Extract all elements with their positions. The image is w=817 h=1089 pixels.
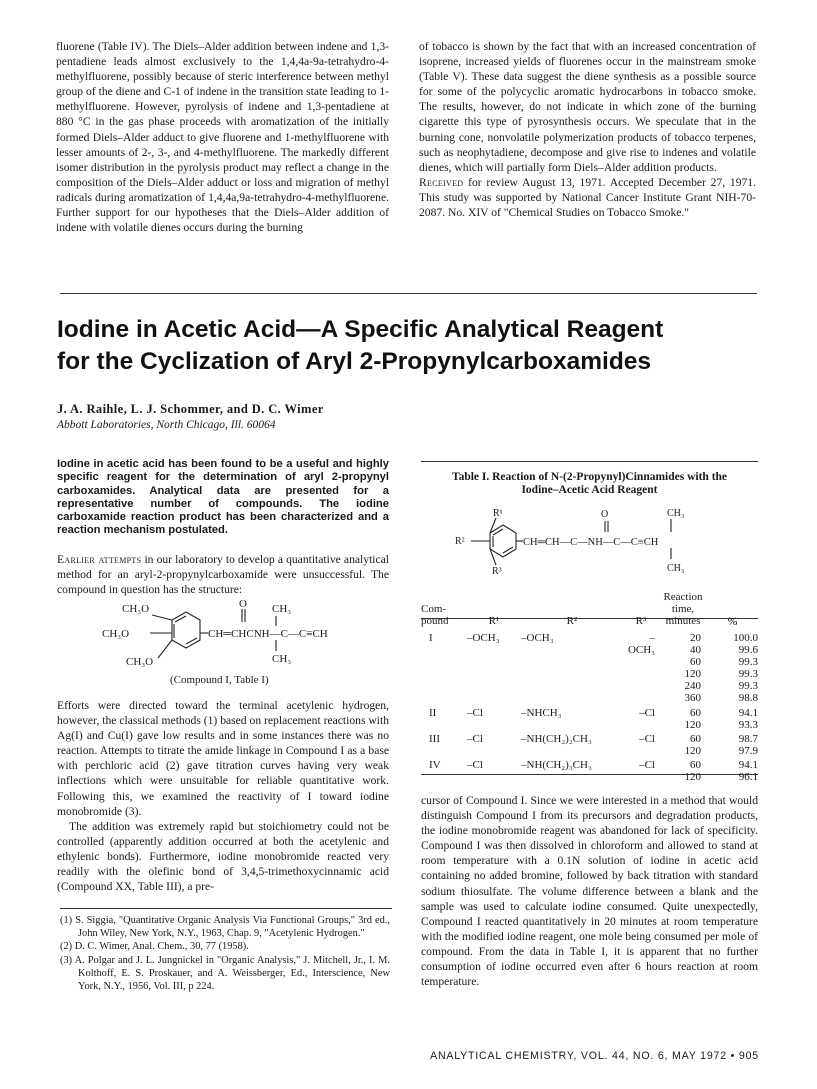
table-ch3-top: CH₃ — [667, 508, 685, 519]
och3-bot-label: CH₃O — [126, 656, 154, 668]
header-r1: R¹ — [488, 614, 500, 627]
top-left-paragraph: fluorene (Table IV). The Diels–Alder addition between indene and 1,3-pentadiene leads almost exclusively to the 1,4,4a-9a-tetrahydro-4-methylfluorene, possibly because of steric interference between methyl group of the diene and C-1 of indene in the transition state leading to 1-methylfluorene. However, pyrolysis of indene and 1,3-pentadiene at 880 °C in the gas phase proceeds with aromatization of the initially formed Diels–Alder adduct to give fluorene and 1-methylfluorene with lesser amounts of 2-, 3-, and 4-methylfluorene. The markedly different isomer distribution in the pyrolysis product may reflect a change in the composition of the Diels–Alder adduct or loss and migration of methyl radicals during aromatization of 1,4,4a,9a-tetrahydro-4-methylfluorene. Further support for our hypotheses that the Diels–Alder addition of indene with volatile dienes occurs during the burning — [56, 40, 389, 235]
right-paragraph-1: cursor of Compound I. Since we were interested in a method that would distinguish Compound I from its precursors and degradation products, the iodine monobromide reagent was abandoned for lack of specificity. Compound I was then dissolved in chloroform and allowed to stand at room temperature with a 0.1N solution of iodine in acetic acid containing no added bromine, followed by back titration with standard sodium thiosulfate. The volume difference between a blank and the sample was used to calculate iodine consumed. Quite unexpectedly, Compound I reacted quantitatively in 20 minutes at room temperature with the modified iodine reagent, one mole being consumed per mole of compound. From the data in Table I, it is apparent that no further consumption of iodine occurred even after 6 hours reaction at room temperature. — [421, 794, 758, 989]
title-line-1: Iodine in Acetic Acid—A Specific Analytical Reagent — [57, 316, 664, 343]
authors: J. A. Raihle, L. J. Schommer, and D. C. Wimer — [57, 402, 324, 416]
table-row — [421, 627, 758, 705]
cell-r3: –Cl — [639, 706, 655, 719]
page-footer: ANALYTICAL CHEMISTRY, VOL. 44, NO. 6, MAY 1972 • 905 — [430, 1050, 759, 1062]
affiliation: Abbott Laboratories, North Chicago, Ill. 60064 — [57, 419, 276, 431]
right-body — [421, 793, 758, 989]
left-body — [57, 698, 389, 894]
side-chain: CH═CHCNH—C—C≡CH — [208, 628, 328, 640]
header-time: Reaction time, minutes — [663, 590, 703, 627]
compound-i-structure — [100, 598, 360, 698]
header-r2: R² — [566, 614, 578, 627]
r3-label: R³ — [492, 566, 502, 577]
cell-r3: –Cl — [639, 732, 655, 745]
cell-percents: 94.1 96.1 — [738, 758, 758, 784]
ch3-top-label: CH₃ — [272, 603, 292, 615]
top-right-paragraph — [419, 39, 756, 220]
r2-label: R² — [455, 536, 465, 547]
och3-mid-label: CH₃O — [102, 628, 130, 640]
cell-compound: II — [429, 706, 437, 719]
table-header-row — [421, 579, 758, 627]
table-row — [421, 705, 758, 731]
cell-r2: –OCH₃ — [521, 632, 554, 644]
cell-percents: 100.0 99.6 99.3 99.3 99.3 98.8 — [733, 632, 758, 705]
table-carbonyl-o: O — [601, 509, 609, 520]
structure-caption: (Compound I, Table I) — [170, 674, 269, 686]
cell-times: 20 40 60 120 240 360 — [684, 632, 701, 705]
table-caption-line-2: Iodine–Acetic Acid Reagent — [521, 484, 658, 496]
data-table — [421, 579, 758, 783]
table-header-rule — [421, 618, 758, 619]
intro-text: in our laboratory to develop a quantitative analytical method for an aryl-2-propynylcarboxamide were unsuccessful. The compound in question has the structure: — [57, 553, 389, 597]
cell-compound: I — [429, 632, 433, 644]
table-caption-line-1: Table I. Reaction of N-(2-Propynyl)Cinnamides with the — [451, 471, 728, 483]
references-rule — [60, 908, 392, 909]
cell-r3: –Cl — [639, 758, 655, 771]
received-note — [419, 175, 756, 220]
cell-r1: –Cl — [467, 758, 483, 771]
cell-r2: –NH(CH₂)₂CH₃ — [521, 732, 592, 745]
intro-lead: Earlier attempts — [57, 553, 142, 566]
reference-1: (1) S. Siggia, "Quantitative Organic Analysis Via Functional Groups," 3rd ed., John Wiley, New York, N.Y., 1963, Chap. 9, "Acetylenic Hydrogen." — [60, 915, 390, 940]
reference-2: (2) D. C. Wimer, Anal. Chem., 30, 77 (1958). — [60, 941, 249, 953]
cell-times: 60 120 — [684, 758, 701, 784]
left-paragraph-1: Efforts were directed toward the terminal acetylenic hydrogen, however, the classical methods (1) based on replacement reactions with Ag(I) and Cu(I) gave low results and in some instances there was no reaction. Attempts to titrate the amide linkage in Compound I as a base with perchloric acid (2) gave titration curves having very weak inflections which were unsuitable for reliable quantitative work. Following this, we examined the reactivity of I toward iodine monobromide (3). — [57, 699, 389, 818]
table-row — [421, 757, 758, 783]
header-compound: Com- pound — [421, 602, 449, 627]
abstract: Iodine in acetic acid has been found to be a useful and highly specific reagent for the determination of aryl 2-propynyl carboxamides. Analytical data are presented for a representative number of compounds. The iodine carboxamide reaction product has been characterized and a reaction mechanism postulated. — [57, 458, 389, 537]
table-bottom-rule — [421, 774, 758, 775]
cell-compound: IV — [429, 758, 441, 771]
header-percent: % — [727, 613, 738, 628]
intro-paragraph — [57, 552, 389, 597]
ch3-bottom-label: CH₃ — [272, 653, 292, 665]
article-title — [57, 314, 777, 378]
section-divider — [60, 293, 757, 294]
cell-r3: –OCH₃ — [627, 632, 655, 657]
received-text: for review August 13, 1971. Accepted December 27, 1971. This study was supported by National Cancer Institute Grant NIH-70-2087. No. XIV of "Chemical Studies on Tobacco Smoke." — [419, 175, 756, 220]
table-top-rule — [421, 461, 758, 462]
cell-r2: –NHCH₃ — [521, 706, 562, 719]
cell-times: 60 120 — [684, 732, 701, 757]
cell-r1: –Cl — [467, 732, 483, 745]
cell-r1: –OCH₃ — [467, 632, 500, 644]
r1-label: R¹ — [493, 508, 503, 519]
reference-3: (3) A. Polgar and J. L. Jungnickel in "Organic Analysis," J. Mitchell, Jr., I. M. Kolthoff, E. S. Proskauer, and A. Weissberger, Ed., Interscience, New York, N.Y., 1956, Vol. III, p 224. — [60, 954, 390, 993]
table-row — [421, 731, 758, 757]
table-side-chain: CH═CH—C—NH—C—C≡CH — [523, 537, 659, 548]
left-paragraph-2: The addition was extremely rapid but stoichiometry could not be controlled (apparently addition occurred at both the acetylenic and ethylenic bonds). Furthermore, iodine monobromide reacted very readily with the olefinic bond of 3,4,5-trimethoxycinnamic acid (Compound XX, Table III), a pre- — [57, 819, 389, 894]
cell-percents: 98.7 97.9 — [738, 732, 758, 757]
received-label: Received — [419, 175, 464, 189]
cell-r1: –Cl — [467, 706, 483, 719]
cell-r2: –NH(CH₂)₃CH₃ — [521, 758, 592, 771]
table-caption — [421, 471, 758, 497]
title-line-2: for the Cyclization of Aryl 2-Propynylcarboxamides — [57, 348, 652, 375]
cell-percents: 94.1 93.3 — [738, 706, 758, 731]
table-ch3-bottom: CH₃ — [667, 563, 685, 574]
table-structure — [453, 504, 733, 580]
och3-top-label: CH₃O — [122, 603, 150, 615]
header-r3: R³ — [635, 614, 647, 627]
top-right-text: of tobacco is shown by the fact that with an increased concentration of isoprene, increased yields of fluorenes occur in the mainstream smoke (Table V). These data suggest the diene synthesis as a possible source for some of the polycyclic aromatic hydrocarbons in tobacco smoke. The results, however, do not indicate in which zone of the burning cigarette this type of pyrosynthesis occurs. We speculate that in the burning cone, nonvolatile polymerization products of tobacco terpenes, such as neophytadiene, decompose and give rise to indenes and volatile dienes, which will partially form Diels–Alder addition products. — [419, 40, 756, 174]
cell-times: 60 120 — [684, 706, 701, 731]
references — [60, 914, 390, 993]
cell-compound: III — [429, 732, 440, 745]
carbonyl-o-label: O — [239, 598, 247, 610]
